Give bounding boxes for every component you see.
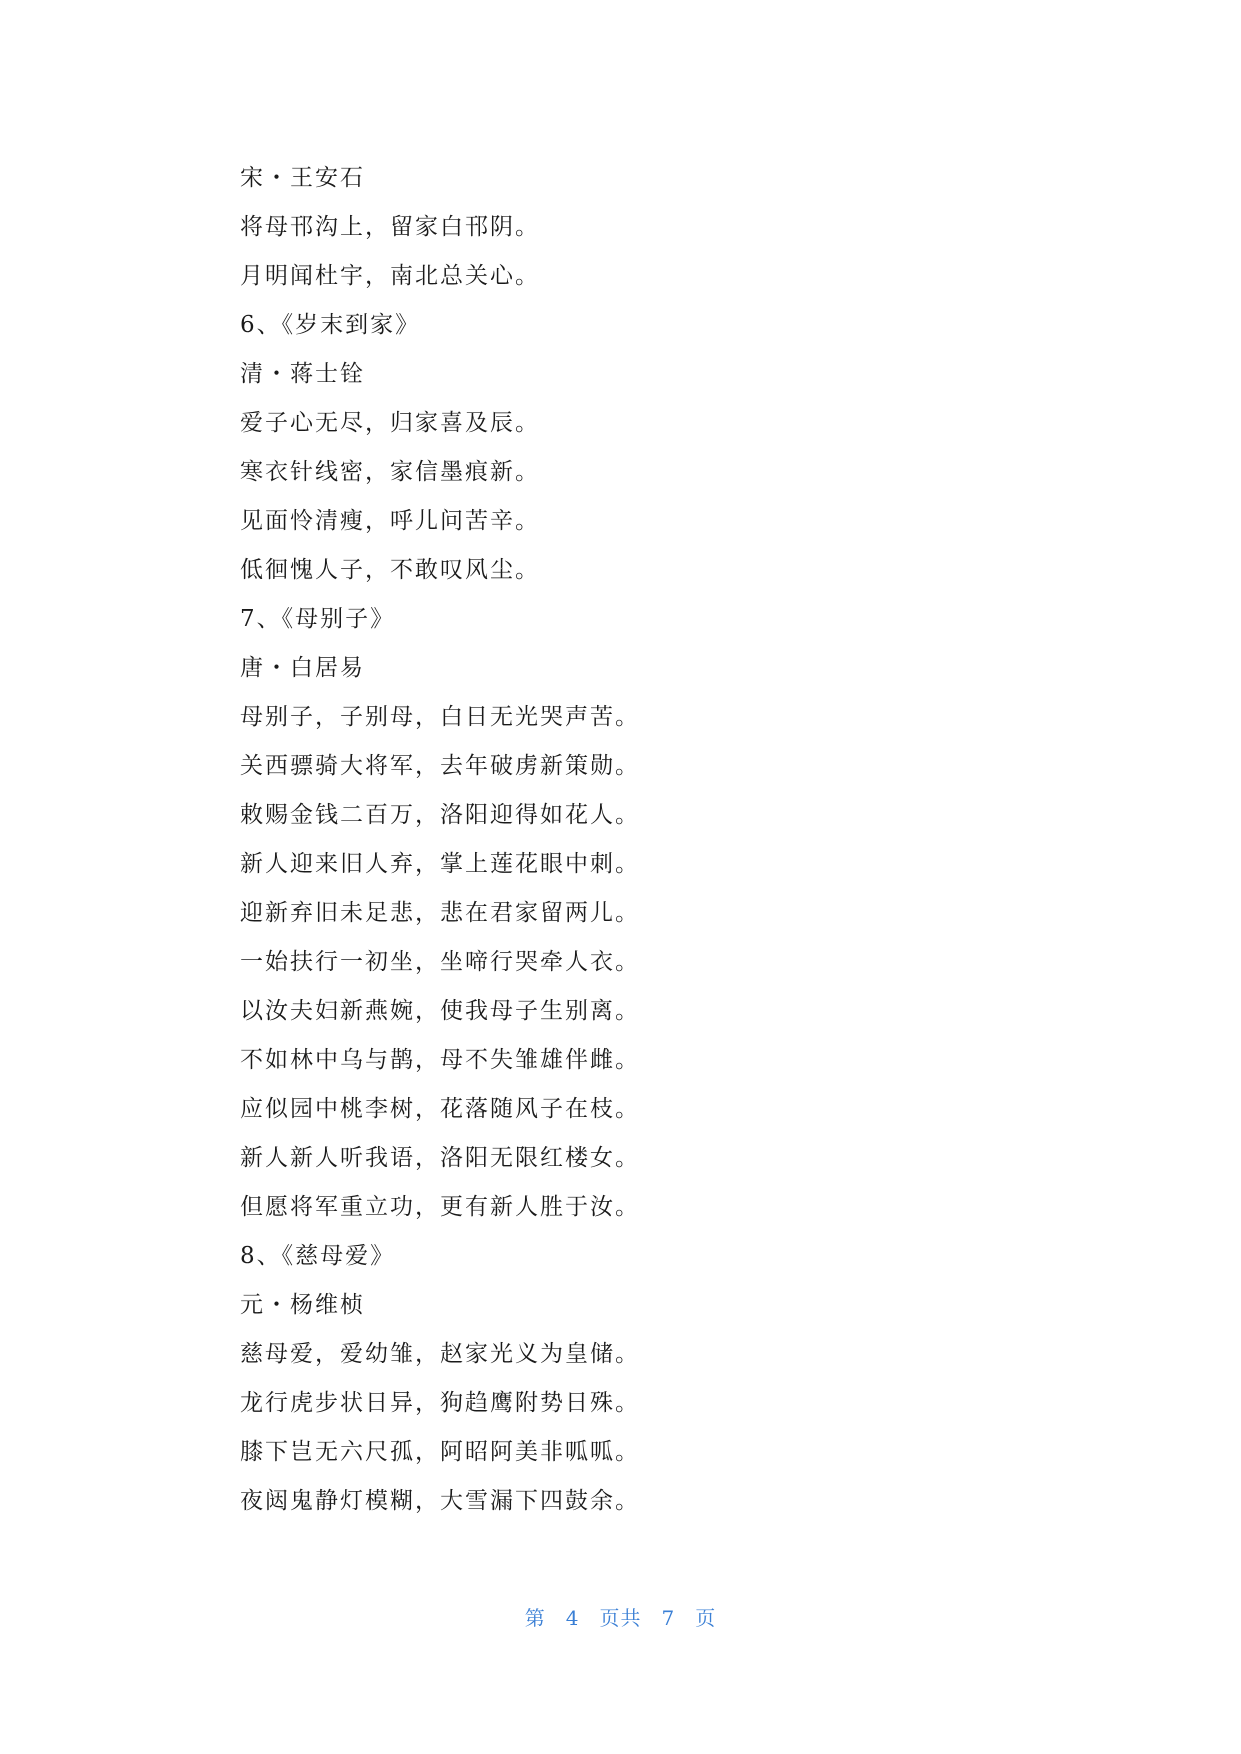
text-line: 不如林中乌与鹊，母不失雏雄伴雌。 — [240, 1047, 640, 1073]
page-number-footer — [0, 1602, 1241, 1631]
poem-heading: 6、《岁末到家》 — [240, 312, 421, 338]
poem-heading: 7、《母别子》 — [240, 606, 396, 632]
text-line: 新人迎来旧人弃，掌上莲花眼中刺。 — [240, 851, 640, 877]
text-line: 见面怜清瘦，呼儿问苦辛。 — [240, 508, 540, 534]
text-line: 但愿将军重立功，更有新人胜于汝。 — [240, 1194, 640, 1220]
text-line: 关西骠骑大将军，去年破虏新策勋。 — [240, 753, 640, 779]
footer-suffix: 页 — [695, 1606, 717, 1630]
poem-author: 唐・白居易 — [240, 655, 365, 681]
current-page-number: 4 — [565, 1606, 580, 1630]
text-line: 迎新弃旧未足悲，悲在君家留两儿。 — [240, 900, 640, 926]
text-line: 低徊愧人子，不敢叹风尘。 — [240, 557, 540, 583]
poem-text-body — [240, 154, 1000, 1526]
text-line: 新人新人听我语，洛阳无限红楼女。 — [240, 1145, 640, 1171]
footer-prefix: 第 — [524, 1606, 546, 1630]
poem-heading: 8、《慈母爱》 — [240, 1243, 396, 1269]
footer-mid: 页共 — [599, 1606, 642, 1630]
text-line: 应似园中桃李树，花落随风子在枝。 — [240, 1096, 640, 1122]
text-line: 月明闻杜宇，南北总关心。 — [240, 263, 540, 289]
text-line: 龙行虎步状日异，狗趋鹰附势日殊。 — [240, 1390, 640, 1416]
text-line: 寒衣针线密，家信墨痕新。 — [240, 459, 540, 485]
text-line: 膝下岂无六尺孤，阿昭阿美非呱呱。 — [240, 1439, 640, 1465]
text-line: 爱子心无尽，归家喜及辰。 — [240, 410, 540, 436]
text-line: 以汝夫妇新燕婉，使我母子生别离。 — [240, 998, 640, 1024]
text-line: 慈母爱，爱幼雏，赵家光义为皇储。 — [240, 1341, 640, 1367]
text-line: 敕赐金钱二百万，洛阳迎得如花人。 — [240, 802, 640, 828]
text-line: 将母邗沟上，留家白邗阴。 — [240, 214, 540, 240]
text-line: 母别子，子别母，白日无光哭声苦。 — [240, 704, 640, 730]
text-line: 一始扶行一初坐，坐啼行哭牵人衣。 — [240, 949, 640, 975]
total-page-number: 7 — [661, 1606, 676, 1630]
text-line: 夜闼鬼静灯模糊，大雪漏下四鼓余。 — [240, 1488, 640, 1514]
poem-author: 元・杨维桢 — [240, 1292, 365, 1318]
text-line: 宋・王安石 — [240, 165, 365, 191]
poem-author: 清・蒋士铨 — [240, 361, 365, 387]
